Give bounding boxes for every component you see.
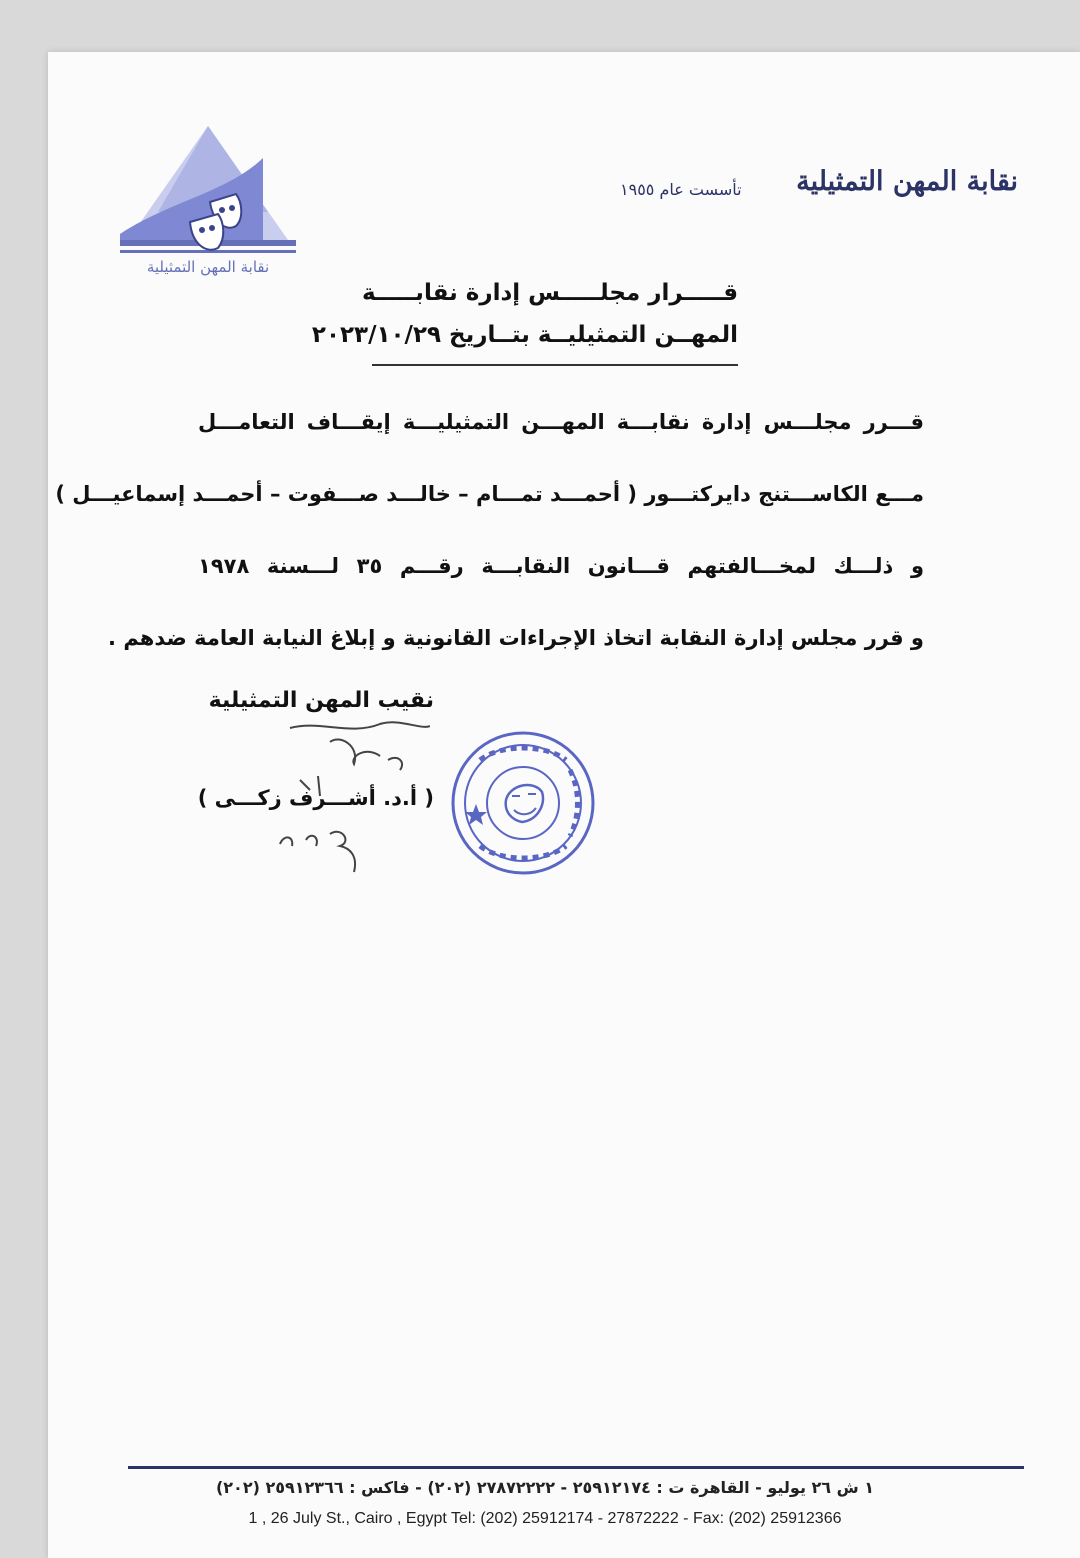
body-line-4: و قرر مجلس إدارة النقابة اتخاذ الإجراءات القانونية و إبلاغ النيابة العامة ضدهم . [108,626,924,650]
body-line-3: و ذلـــك لمخـــالفتهم قـــانون النقابـــة رقـــم ٣٥ لـــسنة ١٩٧٨ [198,554,924,578]
title-line-1: قـــــرار مجلـــــس إدارة نقابـــــة [362,280,738,306]
logo-caption: نقابة المهن التمثيلية [146,258,270,276]
founded-year: تأسست عام ١٩٥٥ [620,180,742,199]
signatory-title: نقيب المهن التمثيلية [208,688,434,713]
decision-body [55,386,924,674]
body-line-1: قـــرر مجلـــس إدارة نقابـــة المهـــن التمثيليـــة إيقـــاف التعامـــل [198,410,924,434]
footer-address-arabic: ١ ش ٢٦ يوليو - القاهرة ت : ٢٥٩١٢١٧٤ - ٢٧٨٧٢٢٢٢ (٢٠٢) - فاكس : ٢٥٩١٢٣٦٦ (٢٠٢) [215,1478,875,1497]
org-name-heading: نقابة المهن التمثيلية [796,166,1018,197]
footer-address-english: 1 , 26 July St., Cairo , Egypt Tel: (202) 25912174 - 27872222 - Fax: (202) 25912366 [248,1510,842,1527]
decision-title [311,272,738,356]
title-underline [372,364,738,366]
title-line-2: المهــن التمثيليــة بتــاريخ ٢٠٢٣/١٠/٢٩ [311,322,738,348]
official-stamp-seal [450,730,596,876]
body-line-2: مـــع الكاســـتنج دايركتـــور ( أحمـــد تمـــام – خالـــد صـــفوت – أحمـــد إسماعيـــل ) [55,482,924,506]
footer-divider [128,1466,1024,1469]
signatory-name: ( أ.د. أشـــرف زكـــى ) [197,786,434,810]
